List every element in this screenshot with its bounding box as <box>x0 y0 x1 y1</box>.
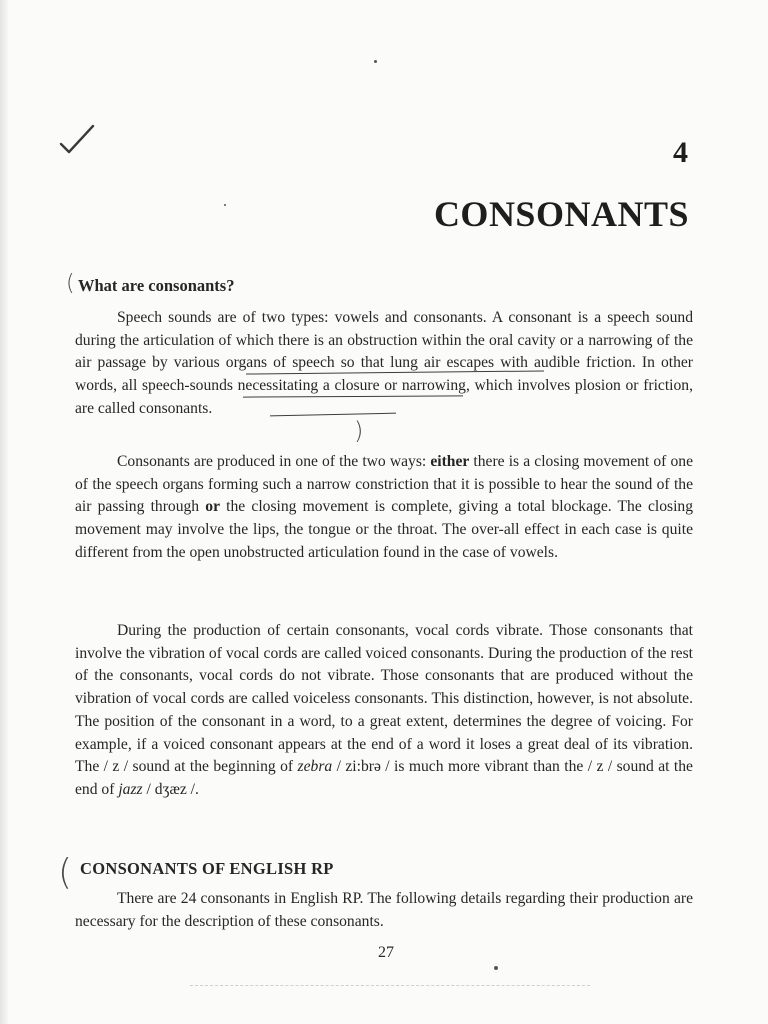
paragraph-text: the closing movement is complete, giving a total blockage. The closing movement may involve the lips, the tongue or the throat. The over-all effect in each case is quite different from the open unobstructed articulation found in the case of vowels. <box>75 498 694 561</box>
paragraph-english-rp: There are 24 consonants in English RP. The following details regarding their production are necessary for the description of these consonants. <box>75 890 693 930</box>
paragraph-production <box>75 451 693 565</box>
scan-speck <box>224 204 226 206</box>
paragraph-text: there is a closing movement of one of the speech organs forming such a narrow constriction that it is possible to hear the sound of the air passing through <box>75 453 693 516</box>
section-heading-consonants-of-english-rp: CONSONANTS OF ENGLISH RP <box>80 859 334 878</box>
chapter-number: 4 <box>673 136 688 169</box>
example-word-zebra: zebra <box>297 758 333 776</box>
emphasis-or: or <box>205 498 220 516</box>
scan-speck <box>374 60 377 63</box>
paragraph-text: / dʒæz /. <box>142 780 199 798</box>
paragraph-definition: Speech sounds are of two types: vowels and consonants. A consonant is a speech sound during the articulation of which there is an obstruction within the oral cavity or a narrowing of the air passage by various organs of speech so that lung air escapes with audible friction. In other words, all speech-sounds necessitating a closure or narrowing, which involves plosion or friction, are called consonants. <box>75 309 693 417</box>
scan-edge <box>0 0 9 1024</box>
paragraph-text: / zi:brə / is much more vibrant than the / z / sound at the end of <box>75 758 693 798</box>
section-heading-what-are-consonants: What are consonants? <box>78 276 235 295</box>
handwritten-bracket-open: ( <box>66 271 75 296</box>
handwritten-bracket-open: ( <box>58 852 73 893</box>
scan-speck <box>494 966 498 970</box>
emphasis-either: either <box>430 453 470 470</box>
paragraph-voicing <box>75 620 693 802</box>
paragraph-text: Consonants are produced in one of the two ways: <box>117 453 431 470</box>
page-number: 27 <box>378 944 394 961</box>
example-word-jazz: jazz <box>118 780 143 798</box>
checkmark-icon <box>58 122 98 156</box>
scan-artifact-line <box>190 985 590 986</box>
paragraph-text: During the production of certain consonants, vocal cords vibrate. Those consonants that involve the vibration of vocal cords are called voiced consonants. During the production of the rest of the consonants, vocal cords do not vibrate. Those consonants that are produced without the vibration of vocal cords are called voiceless consonants. This distinction, however, is not absolute. The position of the consonant in a word, to a great extent, determines the degree of voicing. For example, if a voiced consonant appears at the end of a word it loses a great deal of its vibration. The / z / sound at the beginning of <box>75 622 693 776</box>
chapter-title: CONSONANTS <box>433 194 689 234</box>
handwritten-bracket-close: ) <box>354 417 364 445</box>
